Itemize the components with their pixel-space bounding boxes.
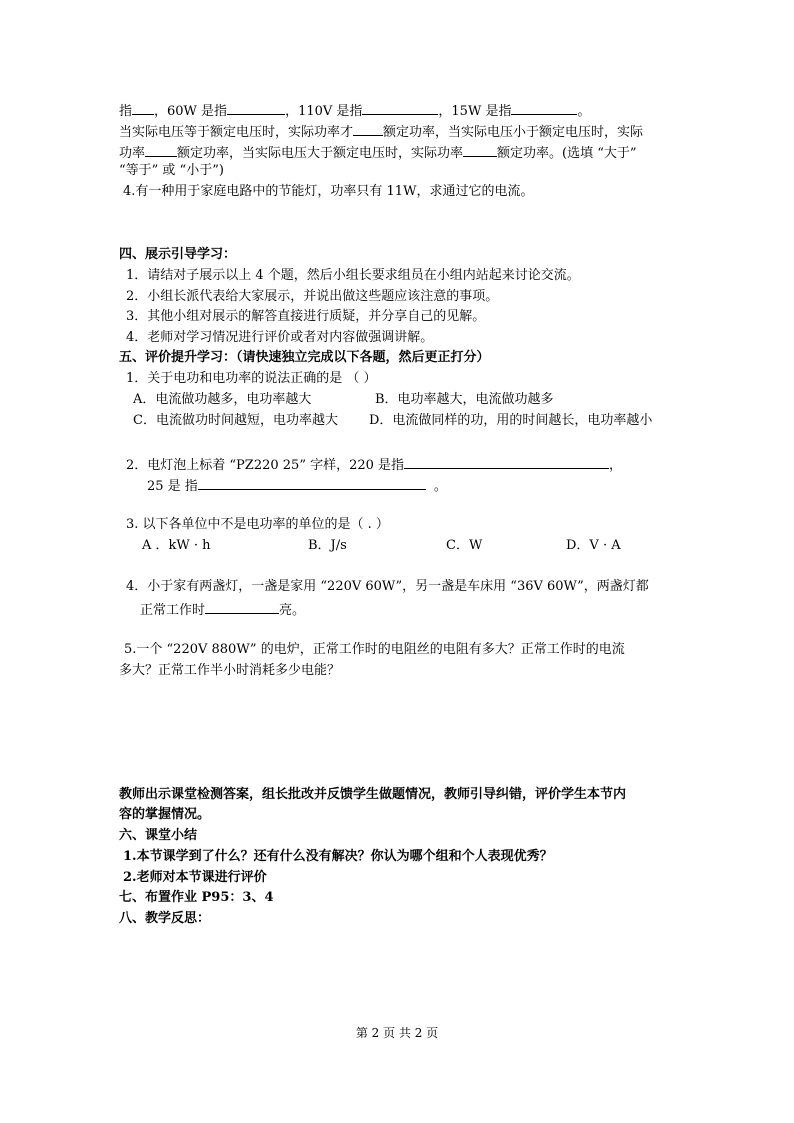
list-item: 2．小组长派代表给大家展示，并说出做这些题应该注意的事项。 xyxy=(126,289,499,304)
option-d: D．电流做同样的功，用的时间越长，电功率越小 xyxy=(369,413,653,428)
option-b: B．电功率越大，电流做功越多 xyxy=(375,392,554,407)
text: 功率 xyxy=(119,146,146,161)
blank[interactable] xyxy=(353,121,383,136)
text: 当实际电压等于额定电压时，实际功率才 xyxy=(119,125,354,140)
option-a: A．电流做功越多，电功率越大 xyxy=(133,392,312,407)
blank[interactable] xyxy=(227,100,285,115)
question-2-line-2 xyxy=(147,475,447,496)
text: 指 xyxy=(119,104,133,119)
text: ， xyxy=(609,458,623,473)
blank[interactable] xyxy=(198,475,426,490)
text: 额定功率，当实际电压小于额定电压时，实际 xyxy=(383,125,644,140)
question-3: 3. 以下各单位中不是电功率的单位的是（ . ） xyxy=(126,517,389,532)
text: 正常工作时 xyxy=(140,603,206,618)
fill-line-4: “等于” 或 “小于”) xyxy=(119,163,224,178)
list-item: 1．请结对子展示以上 4 个题，然后小组长要求组员在小组内站起来讨论交流。 xyxy=(126,268,580,283)
blank[interactable] xyxy=(511,100,577,115)
page-footer: 第 2 页 共 2 页 xyxy=(355,1026,439,1040)
text: ，15W 是指 xyxy=(438,104,512,119)
blank[interactable] xyxy=(404,454,609,469)
list-item: 4．老师对学习情况进行评价或者对内容做强调讲解。 xyxy=(126,330,434,345)
option-b: B．J/s xyxy=(308,538,347,553)
text: 额定功率。(选填 “大于” xyxy=(497,146,637,161)
fill-line-2 xyxy=(119,121,643,142)
section-8-heading: 八、教学反思： xyxy=(119,911,211,926)
question-4: 4.有一种用于家庭电路中的节能灯，功率只有 11W，求通过它的电流。 xyxy=(123,184,534,199)
question-5-line-1: 5.一个 “220V 880W” 的电炉，正常工作时的电阻丝的电阻有多大？正常工作时的电流 xyxy=(124,642,625,657)
text: 亮。 xyxy=(279,603,306,618)
blank[interactable] xyxy=(205,599,279,614)
text: 25 是 指 xyxy=(147,479,198,494)
blank[interactable] xyxy=(362,100,438,115)
option-c: C．W xyxy=(446,538,483,553)
blank[interactable] xyxy=(145,142,177,157)
option-c: C．电流做功时间越短，电功率越大 xyxy=(133,413,338,428)
section-6-item-2: 2.老师对本节课进行评价 xyxy=(123,870,267,885)
text: 。 xyxy=(433,479,447,494)
text: ，110V 是指 xyxy=(285,104,363,119)
list-item: 3．其他小组对展示的解答直接进行质疑，并分享自己的见解。 xyxy=(126,309,486,324)
fill-line-1 xyxy=(119,100,590,121)
question-4-line-2 xyxy=(140,599,305,620)
section-6-item-1: 1.本节课学到了什么？还有什么没有解决？你认为哪个组和个人表现优秀？ xyxy=(123,849,553,864)
section-5-heading: 五、评价提升学习：（请快速独立完成以下各题，然后更正打分） xyxy=(119,350,490,365)
blank[interactable] xyxy=(132,100,154,115)
text: 。 xyxy=(577,104,591,119)
question-5-line-2: 多大？正常工作半小时消耗多少电能？ xyxy=(119,663,341,678)
option-a: A ．kW · h xyxy=(142,538,211,553)
option-d: D．V · A xyxy=(566,538,621,553)
blank[interactable] xyxy=(463,142,497,157)
question-4-line-1: 4．小于家有两盏灯，一盏是家用 “220V 60W”，另一盏是车床用 “36V 60W”，两盏灯都 xyxy=(126,579,649,594)
text: 2．电灯泡上标着 “PZ220 25” 字样，220 是指 xyxy=(126,458,405,473)
question-2-line-1 xyxy=(126,454,622,475)
text: 额定功率，当实际电压大于额定电压时，实际功率 xyxy=(177,146,464,161)
teacher-note-line-2: 容的掌握情况。 xyxy=(119,807,211,822)
section-7-heading: 七、布置作业 P95：3、4 xyxy=(119,890,274,905)
text: ，60W 是指 xyxy=(154,104,228,119)
teacher-note-line-1: 教师出示课堂检测答案，组长批改并反馈学生做题情况，教师引导纠错，评价学生本节内 xyxy=(119,787,627,802)
section-4-heading: 四、展示引导学习： xyxy=(119,247,237,262)
section-6-heading: 六、课堂小结 xyxy=(119,828,198,843)
fill-line-3 xyxy=(119,142,637,163)
question-1: 1．关于电功和电功率的说法正确的是 （ ） xyxy=(126,371,377,386)
